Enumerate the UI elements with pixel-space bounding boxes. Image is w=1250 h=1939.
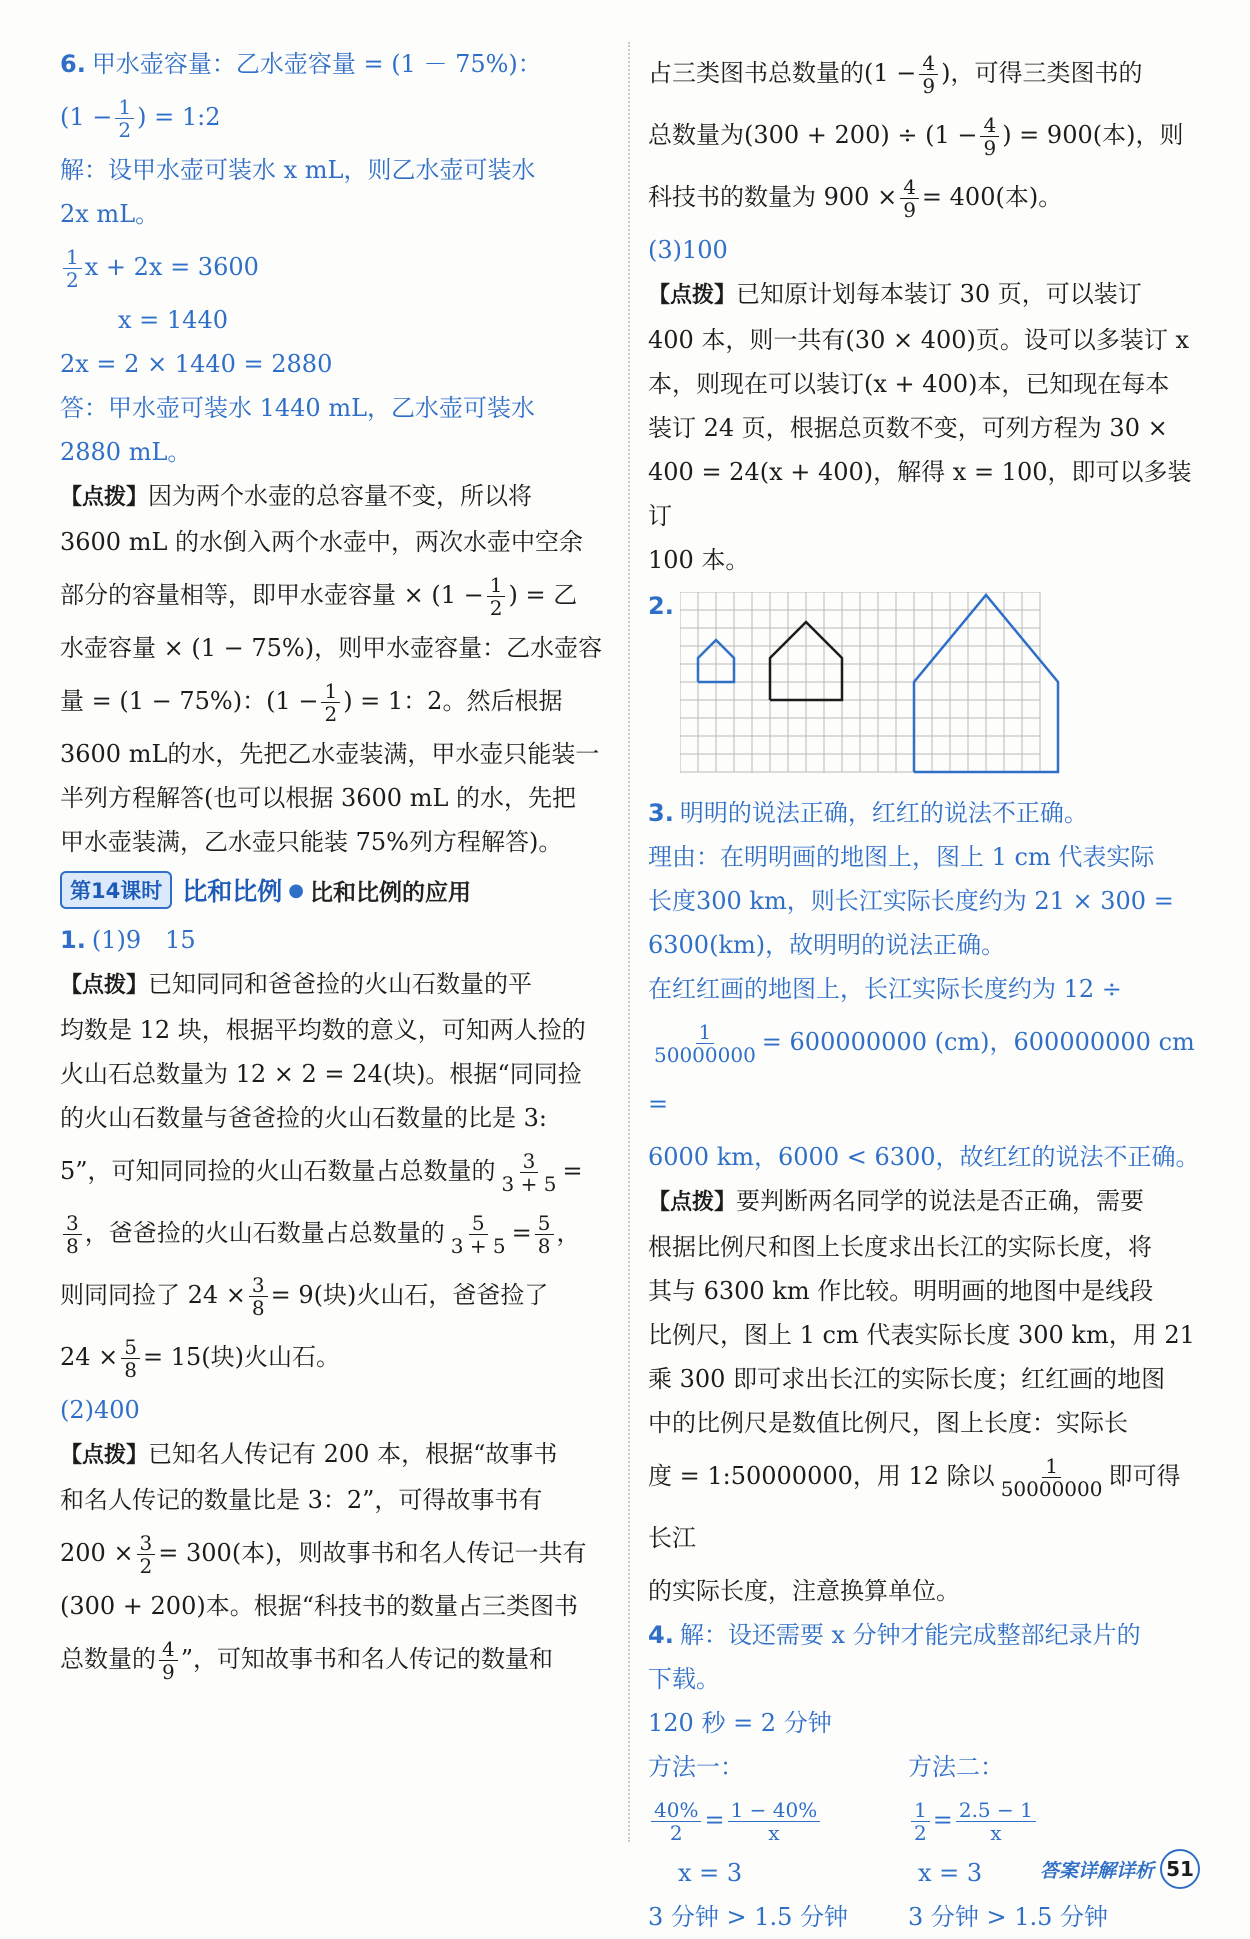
q6-number: 6. xyxy=(60,50,86,78)
q1-part1: 1. (1)9 15 xyxy=(60,926,196,954)
q3-tip-text: 根据比例尺和图上长度求出长江的实际长度，将 xyxy=(648,1233,1152,1261)
q1-tip3-text: 400 = 24(x + 400)，解得 x = 100，即可以多装订 xyxy=(648,458,1192,530)
q1-tip2-text: 和名人传记的数量比是 3：2”，可得故事书有 xyxy=(60,1486,543,1514)
q6-tip-text: 3600 mL 的水倒入两个水壶中，两次水壶中空余 xyxy=(60,528,584,556)
q1-tip-text: 火山石总数量为 12 × 2 = 24(块)。根据“同同捡 xyxy=(60,1060,582,1088)
q3-reason: 在红红画的地图上，长江实际长度约为 12 ÷ xyxy=(648,975,1122,1003)
q3-tip-text: 其与 6300 km 作比较。明明画的地图中是线段 xyxy=(648,1277,1154,1305)
q1-tip-text: $\frac{3}{8}$ ，爸爸捡的火山石数量占总数量的 $\frac{5}{3 + 5}$ = $\frac{5}{8}$ ， xyxy=(60,1202,612,1264)
q6-result: x = 1440 xyxy=(118,306,228,334)
q1-tip3-text: 装订 24 页，根据总页数不变，可列方程为 30 × xyxy=(648,414,1168,442)
q3-reason: 6000 km，6000 < 6300，故红红的说法不正确。 xyxy=(648,1143,1200,1171)
q1-tip: 【点拨】已知同同和爸爸捡的火山石数量的平 xyxy=(60,970,533,998)
q6-tip-text: 部分的容量相等，即甲水壶容量 × (1 − $\frac{1}{2}$ ) = 乙 xyxy=(60,573,578,620)
q4-line: 下载。 xyxy=(648,1665,720,1693)
q1-tip2-text: (300 + 200)本。根据“科技书的数量占三类图书 xyxy=(60,1592,578,1620)
q1-tip-text: 24 × $\frac{5}{8}$ = 15(块)火山石。 xyxy=(60,1335,341,1382)
fraction: $\frac{1}{2}$ xyxy=(115,96,134,141)
q6-line2: (1 − $\frac{1}{2}$ ) = 1:2 xyxy=(60,95,221,142)
q3-head: 3. 明明的说法正确，红红的说法不正确。 xyxy=(648,799,1088,827)
lesson-header xyxy=(60,870,612,910)
q1-tip3-text: 400 本，则一共有(30 × 400)页。设可以多装订 x xyxy=(648,326,1190,354)
right-column xyxy=(648,42,1200,1939)
q1-tip-text: 的火山石数量与爸爸捡的火山石数量的比是 3: xyxy=(60,1104,547,1132)
q1-tip-text: 均数是 12 块，根据平均数的意义，可知两人捡的 xyxy=(60,1016,586,1044)
house-grid-figure xyxy=(680,592,1130,777)
bullet-icon: ● xyxy=(288,879,304,901)
q4-line: 4. 解：设还需要 x 分钟才能完成整部纪录片的 xyxy=(648,1621,1141,1649)
q6-solution-cont: 2x mL。 xyxy=(60,200,160,228)
lesson-title: 比和比例 xyxy=(182,877,283,906)
q3-tip-text: 的实际长度，注意换算单位。 xyxy=(648,1577,960,1605)
q6-answer: 答：甲水壶可装水 1440 mL，乙水壶可装水 xyxy=(60,394,536,422)
q1-cont: 科技书的数量为 900 × $\frac{4}{9}$ = 400(本)。 xyxy=(648,175,1063,222)
q6-answer-cont: 2880 mL。 xyxy=(60,438,192,466)
q1-tip3-text: 100 本。 xyxy=(648,546,750,574)
left-column xyxy=(60,42,612,1690)
q1-part3: (3)100 xyxy=(648,236,728,264)
footer-label: 答案详解详析 xyxy=(1039,1859,1154,1882)
q1-tip-text: 则同同捡了 24 × $\frac{3}{8}$ = 9(块)火山石，爸爸捡了 xyxy=(60,1273,549,1320)
q1-part2: (2)400 xyxy=(60,1396,140,1424)
column-divider xyxy=(628,42,630,1842)
lesson-subtitle: 比和比例的应用 xyxy=(309,879,471,906)
method-two: 方法二： $\frac{1}{2}$ = $\frac{2.5 - 1}{x}$ x = 3 3 分钟 > 1.5 分钟 xyxy=(908,1753,1109,1931)
q3-reason: 6300(km)，故明明的说法正确。 xyxy=(648,931,1006,959)
q6-tip-text: 半列方程解答(也可以根据 3600 mL 的水，先把 xyxy=(60,784,577,812)
q1-tip3: 【点拨】已知原计划每本装订 30 页，可以装订 xyxy=(648,280,1142,308)
method-one: 方法一： $\frac{40\%}{2}$ = $\frac{1 - 40\%}{x}$ x = 3 3 分钟 > 1.5 分钟 xyxy=(648,1753,849,1931)
q1-tip2-text: 200 × $\frac{3}{2}$ = 300(本)，则故事书和名人传记一共有 xyxy=(60,1531,587,1578)
q4-line: 120 秒 = 2 分钟 xyxy=(648,1709,832,1737)
q6-calc: 2x = 2 × 1440 = 2880 xyxy=(60,350,333,378)
q3-tip-text: 度 = 1:50000000，用 12 除以 $\frac{1}{50000000}$ 即可得长江 xyxy=(648,1454,1181,1552)
q3-tip: 【点拨】要判断两名同学的说法是否正确，需要 xyxy=(648,1187,1145,1215)
q3-tip-text: 乘 300 即可求出长江的实际长度；红红画的地图 xyxy=(648,1365,1166,1393)
q3-tip-text: 中的比例尺是数值比例尺，图上长度：实际长 xyxy=(648,1409,1128,1437)
q3-reason: 理由：在明明画的地图上，图上 1 cm 代表实际 xyxy=(648,843,1155,871)
q1-tip2: 【点拨】已知名人传记有 200 本，根据“故事书 xyxy=(60,1440,558,1468)
q1-tip2-text: 总数量的 $\frac{4}{9}$ ”，可知故事书和名人传记的数量和 xyxy=(60,1637,554,1684)
page-footer xyxy=(1040,1849,1200,1889)
q6-line1: 6. 甲水壶容量：乙水壶容量 = (1 － 75%)： xyxy=(60,50,542,78)
q6-tip-text: 3600 mL的水，先把乙水壶装满，甲水壶只能装一 xyxy=(60,740,600,768)
q6-tip-text: 量 = (1 − 75%)：(1 − $\frac{1}{2}$ ) = 1：2。然后根据 xyxy=(60,679,563,726)
q6-tip-text: 甲水壶装满，乙水壶只能装 75%列方程解答)。 xyxy=(60,828,563,856)
q6-solution: 解：设甲水壶可装水 x mL，则乙水壶可装水 xyxy=(60,156,536,184)
q2-number: 2. xyxy=(648,592,674,620)
lesson-badge: 第14课时 xyxy=(60,871,172,909)
q6-tip: 【点拨】因为两个水壶的总容量不变，所以将 xyxy=(60,482,533,510)
q1-tip-text: 5”，可知同同捡的火山石数量占总数量的 $\frac{3}{3 + 5}$ = xyxy=(60,1149,583,1196)
fraction: $\frac{1}{2}$ xyxy=(63,246,82,291)
page-number: 51 xyxy=(1160,1849,1200,1889)
q6-equation: $\frac{1}{2}$ x + 2x = 3600 xyxy=(60,236,612,298)
q2-block xyxy=(648,592,1200,777)
q1-cont: 总数量为(300 + 200) ÷ (1 − $\frac{4}{9}$ ) = 900(本)，则 xyxy=(648,113,1184,160)
q3-reason: $\frac{1}{50000000}$ = 600000000 (cm)，600000000 cm = xyxy=(648,1020,1195,1118)
q4-methods xyxy=(648,1745,1200,1939)
q3-reason: 长度300 km，则长江实际长度约为 21 × 300 = xyxy=(648,887,1174,915)
q6-tip-text: 水壶容量 × (1 − 75%)，则甲水壶容量：乙水壶容 xyxy=(60,634,603,662)
q1-tip3-text: 本，则现在可以装订(x + 400)本，已知现在每本 xyxy=(648,370,1170,398)
q3-tip-text: 比例尺，图上 1 cm 代表实际长度 300 km，用 21 xyxy=(648,1321,1195,1349)
q1-cont: 占三类图书总数量的(1 − $\frac{4}{9}$ )，可得三类图书的 xyxy=(648,51,1143,98)
